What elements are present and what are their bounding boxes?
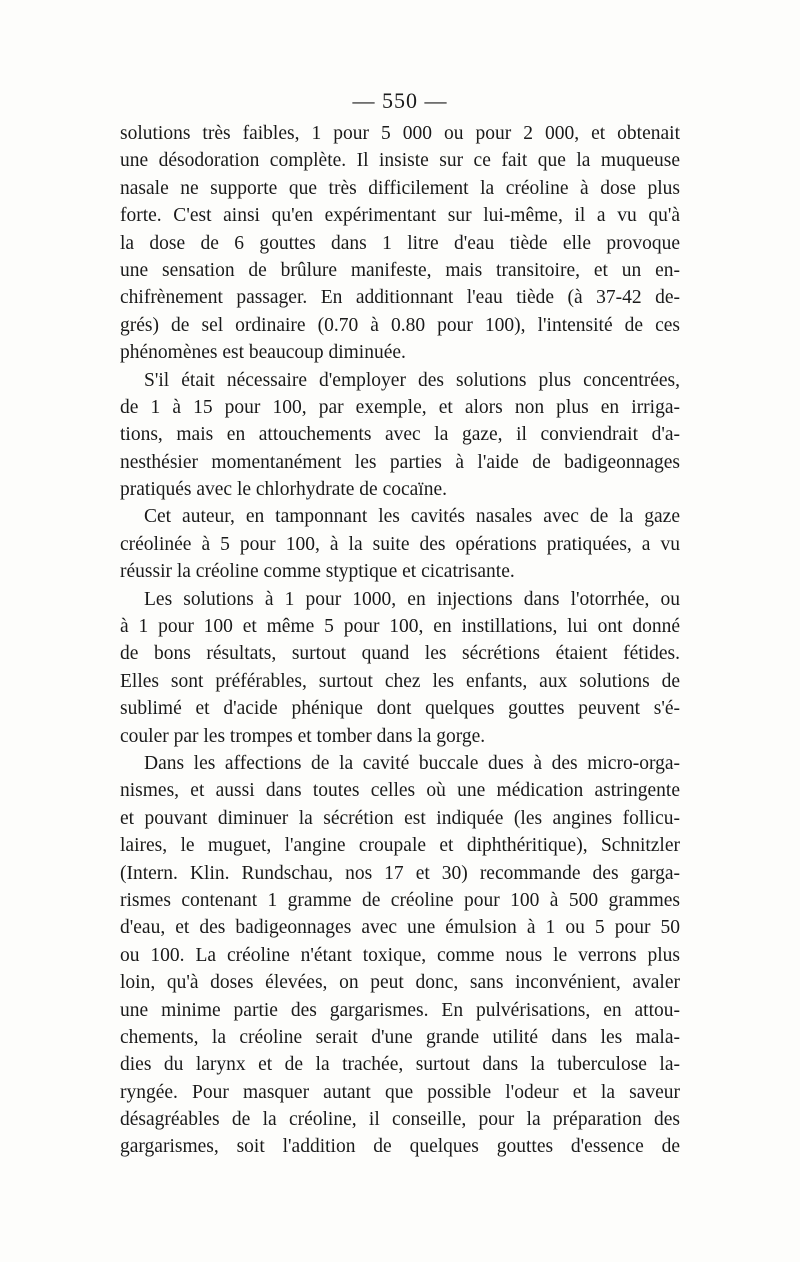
text-line: Cet auteur, en tamponnant les cavités nasales avec de la gaze	[144, 506, 680, 528]
text-line: désagréables de la créoline, il conseille, pour la préparation des	[120, 1109, 680, 1131]
text-line: rismes contenant 1 gramme de créoline pour 100 à 500 grammes	[120, 889, 680, 911]
page-number: — 550 —	[352, 88, 448, 113]
text-line: sublimé et d'acide phénique dont quelques gouttes peuvent s'é-	[120, 698, 680, 720]
text-line: solutions très faibles, 1 pour 5 000 ou pour 2 000, et obtenait	[120, 123, 680, 144]
text-line: chements, la créoline serait d'une grande utilité dans les mala-	[120, 1026, 680, 1048]
text-line: réussir la créoline comme styptique et cicatrisante.	[120, 561, 515, 583]
text-line: la dose de 6 gouttes dans 1 litre d'eau tiède elle provoque	[120, 232, 680, 254]
text-line: (Intern. Klin. Rundschau, nos 17 et 30) recommande des garga-	[120, 862, 680, 884]
text-line: gargarismes, soit l'addition de quelques gouttes d'essence de	[120, 1136, 680, 1158]
text-line: tions, mais en attouchements avec la gaze, il conviendrait d'a-	[120, 424, 680, 446]
body-text	[120, 120, 680, 1161]
text-line: laires, le muguet, l'angine croupale et diphthéritique), Schnitzler	[120, 835, 680, 857]
text-line: une minime partie des gargarismes. En pulvérisations, en attou-	[120, 999, 680, 1021]
text-line: S'il était nécessaire d'employer des solutions plus concentrées,	[144, 369, 680, 391]
text-line: Les solutions à 1 pour 1000, en injections dans l'otorrhée, ou	[144, 588, 680, 610]
text-line: dies du larynx et de la trachée, surtout dans la tuberculose la-	[120, 1054, 680, 1076]
text-line: à 1 pour 100 et même 5 pour 100, en instillations, lui ont donné	[120, 616, 680, 638]
text-line: créolinée à 5 pour 100, à la suite des opérations pratiquées, a vu	[120, 533, 680, 555]
text-line: de 1 à 15 pour 100, par exemple, et alors non plus en irriga-	[120, 396, 680, 418]
text-line: et pouvant diminuer la sécrétion est indiquée (les angines follicu-	[120, 807, 680, 829]
text-line: Dans les affections de la cavité buccale dues à des micro-orga-	[144, 752, 680, 774]
text-line: de bons résultats, surtout quand les sécrétions étaient fétides.	[120, 643, 680, 665]
text-line: nesthésier momentanément les parties à l'aide de badigeonnages	[120, 451, 680, 473]
text-line: chifrènement passager. En additionnant l'eau tiède (à 37-42 de-	[120, 287, 680, 309]
text-line: nismes, et aussi dans toutes celles où une médication astringente	[120, 780, 680, 802]
text-line: Elles sont préférables, surtout chez les enfants, aux solutions de	[120, 670, 680, 692]
text-line: couler par les trompes et tomber dans la gorge.	[120, 725, 486, 747]
text-line: forte. C'est ainsi qu'en expérimentant sur lui-même, il a vu qu'à	[120, 205, 680, 227]
text-line: nasale ne supporte que très difficilement la créoline à dose plus	[120, 177, 680, 199]
text-line: grés) de sel ordinaire (0.70 à 0.80 pour 100), l'intensité de ces	[120, 314, 680, 336]
text-line: loin, qu'à doses élevées, on peut donc, sans inconvénient, avaler	[120, 972, 680, 994]
text-line: ryngée. Pour masquer autant que possible l'odeur et la saveur	[120, 1081, 680, 1103]
text-line: ou 100. La créoline n'étant toxique, comme nous le verrons plus	[120, 944, 680, 966]
text-line: d'eau, et des badigeonnages avec une émulsion à 1 ou 5 pour 50	[120, 917, 680, 939]
text-line: phénomènes est beaucoup diminuée.	[120, 342, 406, 364]
text-line: pratiqués avec le chlorhydrate de cocaïne.	[120, 479, 447, 501]
text-line: une sensation de brûlure manifeste, mais transitoire, et un en-	[120, 259, 680, 281]
text-line: une désodoration complète. Il insiste sur ce fait que la muqueuse	[120, 150, 680, 172]
